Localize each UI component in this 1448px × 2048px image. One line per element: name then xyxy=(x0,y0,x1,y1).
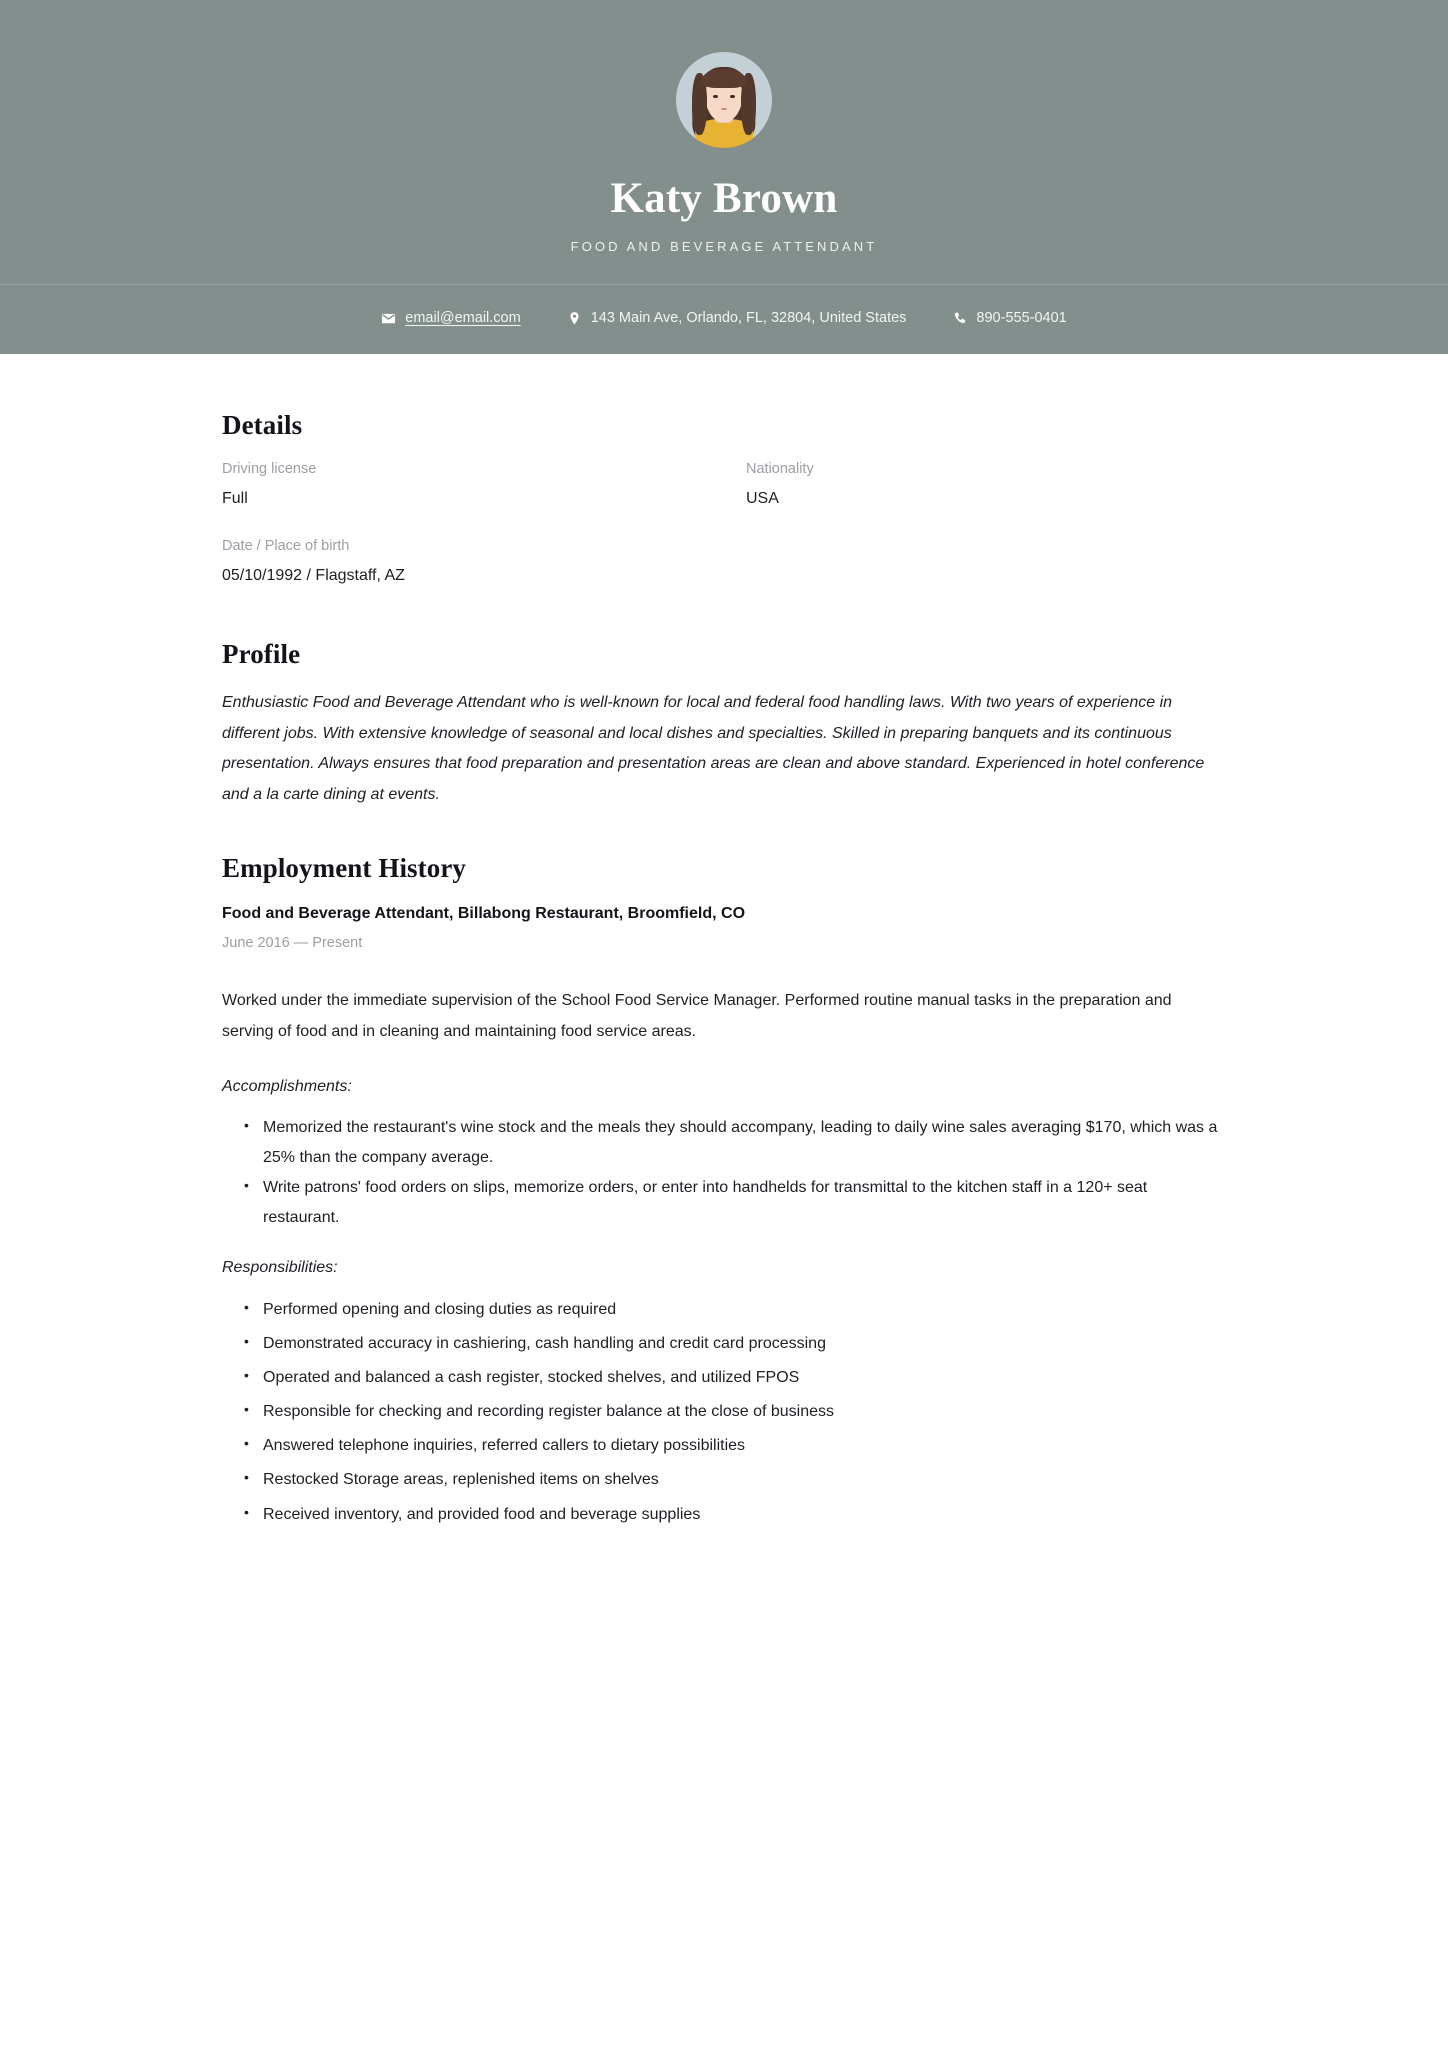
contact-phone xyxy=(952,311,1066,326)
detail-value: USA xyxy=(746,489,779,507)
envelope-icon xyxy=(381,311,396,326)
detail-empty-slot xyxy=(746,536,1226,613)
list-item: • Memorized the restaurant's wine stock and the meals they should accompany, leading to daily wine sales averaging $170, which was a 25% than the company average. xyxy=(222,1113,1226,1173)
avatar-container xyxy=(0,52,1448,148)
contact-email[interactable] xyxy=(381,311,520,326)
list-item: • Responsible for checking and recording register balance at the close of business xyxy=(222,1397,1226,1427)
employment-title: Employment History xyxy=(222,852,467,883)
detail-date-place-of-birth xyxy=(222,536,702,587)
detail-driving-license xyxy=(222,459,702,510)
section-employment-history xyxy=(222,853,1226,1530)
avatar-bangs-shape xyxy=(701,69,746,88)
contact-phone-text: 890-555-0401 xyxy=(976,310,1067,327)
list-item: • Operated and balanced a cash register, stocked shelves, and utilized FPOS xyxy=(222,1363,1226,1393)
profile-text: Enthusiastic Food and Beverage Attendant who is well-known for local and federal food handling laws. With two years of experience in different jobs. With extensive knowledge of seasonal and local dishes and specialties. Skilled in preparing banquets and its continuous presentation. Always ensures that food preparation and presentation areas are clean and above standard. Experienced in hotel conference and a la carte dining at events. xyxy=(222,694,1205,804)
list-item: • Write patrons' food orders on slips, memorize orders, or enter into handhelds for transmittal to the kitchen staff in a 120+ seat restaurant. xyxy=(222,1173,1226,1233)
list-item: • Demonstrated accuracy in cashiering, cash handling and credit card processing xyxy=(222,1329,1226,1359)
details-grid xyxy=(222,459,1226,613)
resume-body xyxy=(0,354,1448,1637)
accomplishments-label: Accomplishments: xyxy=(222,1077,352,1095)
contact-bar xyxy=(0,285,1448,354)
list-item: • Received inventory, and provided food and beverage supplies xyxy=(222,1500,1226,1530)
candidate-job-title: FOOD AND BEVERAGE ATTENDANT xyxy=(570,239,878,255)
location-pin-icon xyxy=(567,311,582,326)
job-heading: Food and Beverage Attendant, Billabong Restaurant, Broomfield, CO xyxy=(222,904,746,922)
detail-label: Date / Place of birth xyxy=(222,538,350,555)
responsibilities-label: Responsibilities: xyxy=(222,1259,338,1277)
detail-value: 05/10/1992 / Flagstaff, AZ xyxy=(222,566,405,584)
section-profile xyxy=(222,639,1226,811)
details-title: Details xyxy=(222,410,303,441)
detail-label: Nationality xyxy=(746,461,814,478)
avatar-mouth-shape xyxy=(721,108,727,110)
list-item: • Performed opening and closing duties as required xyxy=(222,1295,1226,1325)
responsibilities-list xyxy=(222,1295,1226,1530)
section-details xyxy=(222,410,1226,613)
accomplishments-list xyxy=(222,1113,1226,1233)
detail-label: Driving license xyxy=(222,461,317,478)
profile-title: Profile xyxy=(222,639,301,670)
phone-icon xyxy=(952,311,967,326)
job-dates: June 2016 — Present xyxy=(222,935,363,952)
contact-address-text: 143 Main Ave, Orlando, FL, 32804, United States xyxy=(590,310,907,327)
detail-value: Full xyxy=(222,489,248,507)
list-item: • Restocked Storage areas, replenished items on shelves xyxy=(222,1465,1226,1495)
contact-address xyxy=(567,311,907,326)
avatar xyxy=(676,52,772,148)
contact-email-link[interactable]: email@email.com xyxy=(405,310,521,327)
resume-header xyxy=(0,0,1448,354)
job-description: Worked under the immediate supervision of the School Food Service Manager. Performed routine manual tasks in the preparation and serving of food and in cleaning and maintaining food service areas. xyxy=(222,992,1172,1040)
detail-nationality xyxy=(746,459,1226,510)
candidate-name: Katy Brown xyxy=(610,175,838,222)
list-item: • Answered telephone inquiries, referred callers to dietary possibilities xyxy=(222,1431,1226,1461)
